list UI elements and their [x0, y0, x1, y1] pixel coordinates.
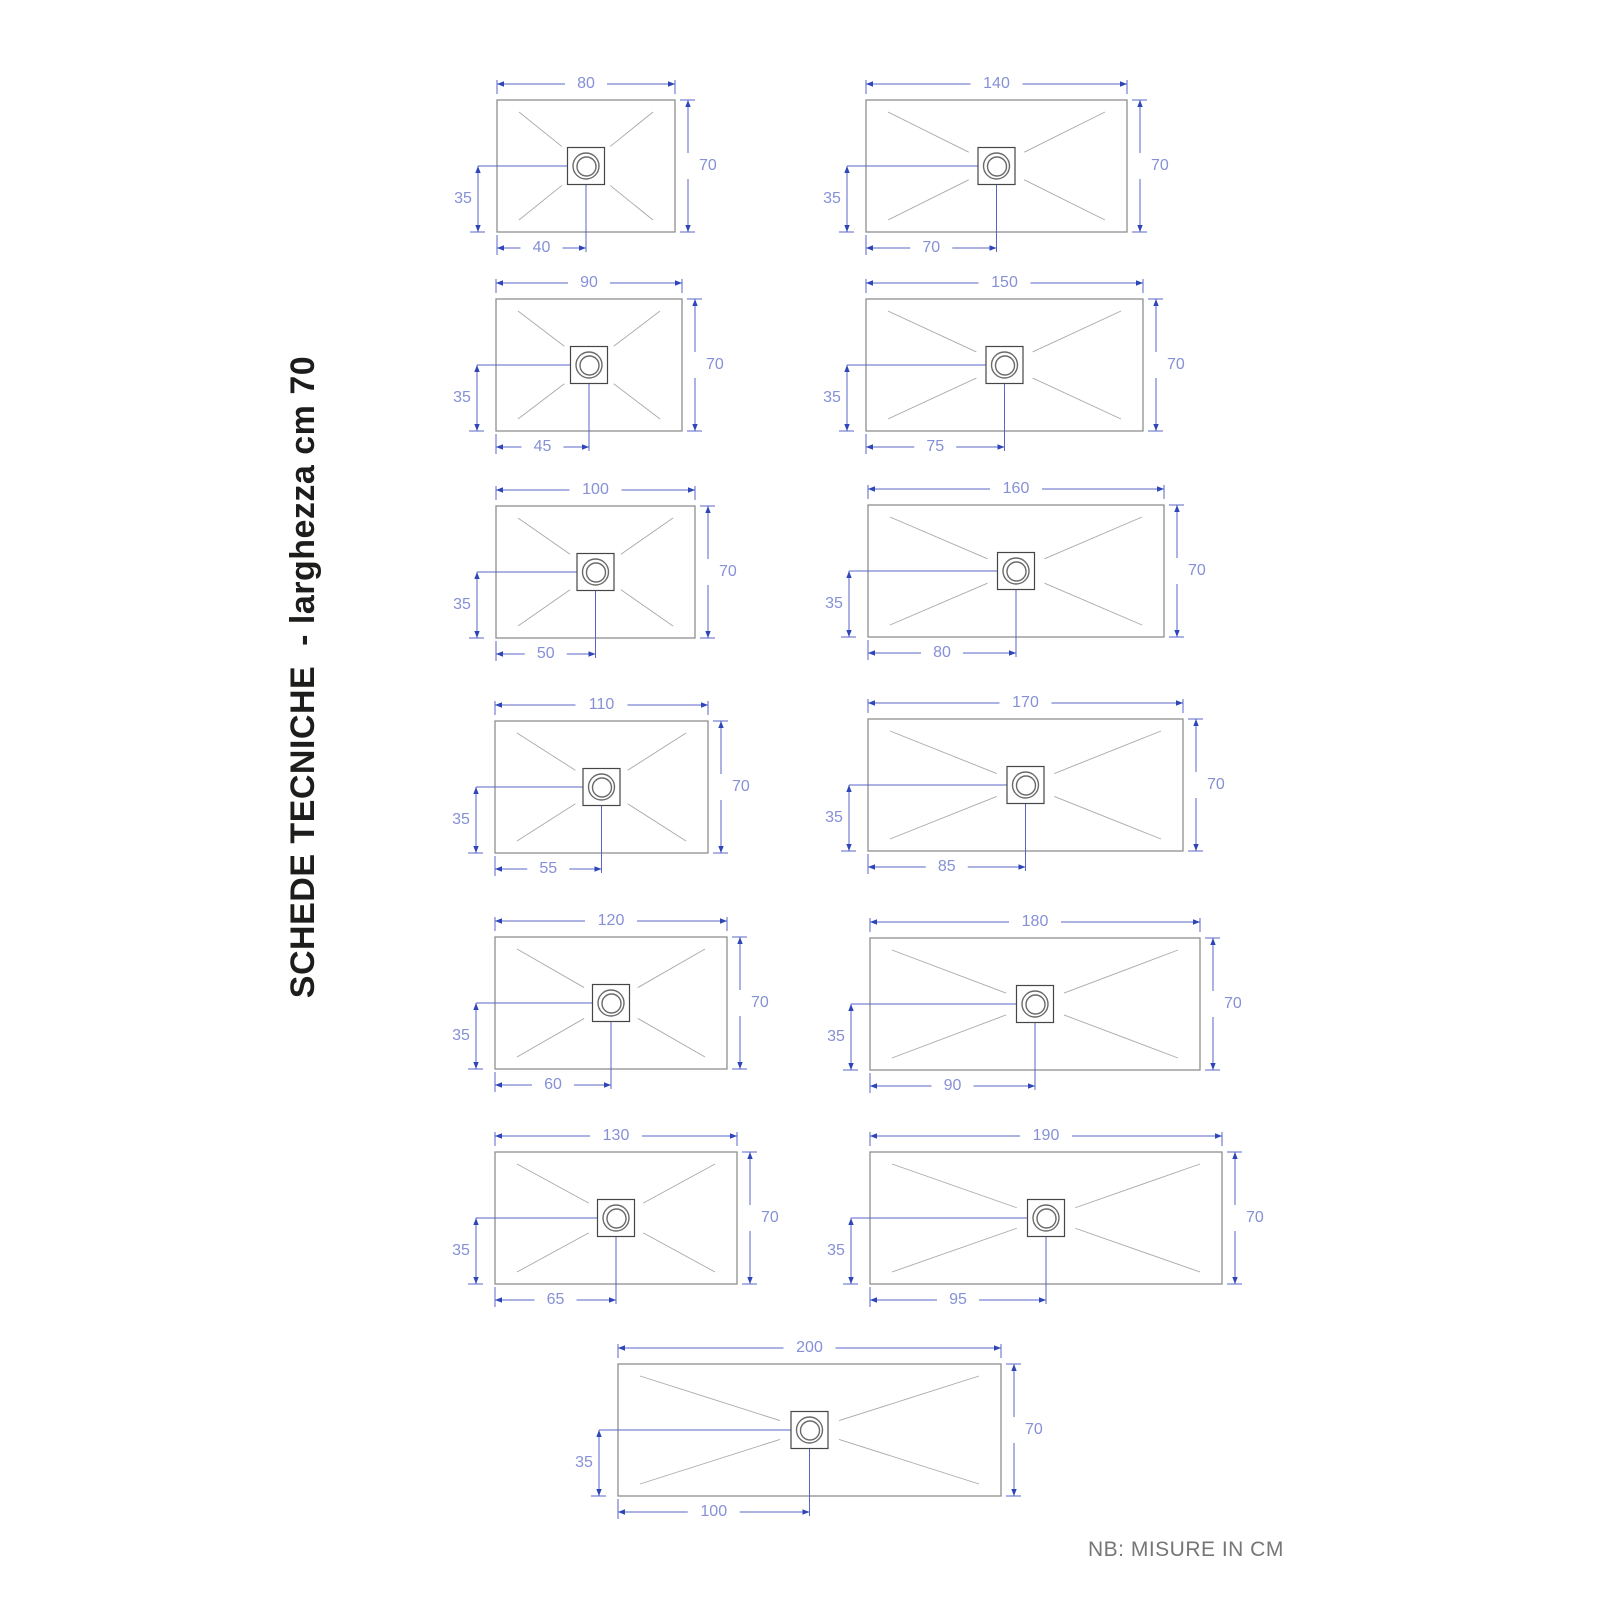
dim-right-depth	[732, 937, 769, 1069]
dim-left-drain-offset	[825, 785, 856, 851]
dim-left-drain-offset	[452, 787, 483, 853]
drain-icon	[571, 347, 608, 384]
dim-top-width	[497, 75, 675, 94]
drain-icon	[986, 347, 1023, 384]
svg-text:70: 70	[699, 157, 717, 175]
dim-right-depth	[1169, 505, 1206, 637]
dim-top-width	[866, 75, 1127, 94]
svg-text:70: 70	[732, 778, 750, 796]
svg-text:70: 70	[1188, 562, 1206, 580]
drain-icon	[1007, 767, 1044, 804]
drain-icon	[583, 769, 620, 806]
svg-text:90: 90	[943, 1077, 962, 1095]
dim-right-depth	[1132, 100, 1169, 232]
tray-110x70	[433, 693, 766, 897]
svg-text:35: 35	[827, 1242, 845, 1260]
dim-bottom-drain-offset	[495, 1287, 616, 1308]
dim-bottom-drain-offset	[868, 854, 1026, 875]
svg-text:70: 70	[1224, 995, 1242, 1013]
tray-200x70	[556, 1336, 1059, 1540]
dim-bottom-drain-offset	[495, 856, 602, 877]
svg-text:35: 35	[454, 190, 472, 208]
drain-icon	[1028, 1200, 1065, 1237]
dim-top-width	[868, 480, 1164, 499]
dim-left-drain-offset	[453, 365, 484, 431]
svg-text:70: 70	[1246, 1209, 1264, 1227]
drain-icon	[577, 554, 614, 591]
dim-left-drain-offset	[823, 365, 854, 431]
svg-text:65: 65	[546, 1291, 565, 1309]
drain-icon	[598, 1200, 635, 1237]
svg-text:150: 150	[991, 274, 1018, 292]
svg-text:70: 70	[719, 563, 737, 581]
dim-right-depth	[680, 100, 717, 232]
svg-text:70: 70	[1167, 356, 1185, 374]
dim-right-depth	[1205, 938, 1242, 1070]
svg-text:200: 200	[796, 1339, 823, 1357]
svg-text:35: 35	[453, 596, 471, 614]
svg-text:50: 50	[536, 645, 555, 663]
svg-text:190: 190	[1032, 1127, 1060, 1145]
dim-right-depth	[700, 506, 737, 638]
dim-top-width	[870, 1127, 1222, 1146]
dim-right-depth	[713, 721, 750, 853]
dim-top-width	[496, 274, 682, 293]
svg-text:70: 70	[1207, 776, 1225, 794]
svg-text:35: 35	[823, 389, 841, 407]
dim-left-drain-offset	[827, 1218, 858, 1284]
svg-text:40: 40	[532, 239, 551, 257]
svg-text:35: 35	[825, 809, 843, 827]
tray-190x70	[808, 1124, 1280, 1328]
dim-left-drain-offset	[575, 1430, 606, 1496]
tray-90x70	[434, 271, 740, 475]
svg-text:170: 170	[1012, 694, 1039, 712]
tray-180x70	[808, 910, 1258, 1114]
svg-text:70: 70	[761, 1209, 779, 1227]
svg-text:90: 90	[580, 274, 598, 292]
dim-bottom-drain-offset	[868, 640, 1016, 661]
svg-text:85: 85	[937, 858, 956, 876]
svg-text:80: 80	[577, 75, 595, 93]
svg-text:35: 35	[825, 595, 843, 613]
svg-text:160: 160	[1002, 480, 1030, 498]
dim-bottom-drain-offset	[496, 641, 596, 662]
svg-text:35: 35	[452, 1242, 470, 1260]
tray-100x70	[434, 478, 753, 682]
dim-right-depth	[742, 1152, 779, 1284]
drain-icon	[978, 148, 1015, 185]
svg-text:45: 45	[533, 438, 552, 456]
dim-top-width	[495, 912, 727, 931]
dim-top-width	[495, 696, 708, 715]
measurement-note: NB: MISURE IN CM	[1088, 1538, 1284, 1561]
svg-text:35: 35	[452, 1027, 470, 1045]
dim-top-width	[618, 1339, 1001, 1358]
svg-text:180: 180	[1021, 913, 1049, 931]
dim-left-drain-offset	[452, 1218, 483, 1284]
svg-text:130: 130	[602, 1127, 630, 1145]
svg-text:35: 35	[823, 190, 841, 208]
tray-120x70	[433, 909, 785, 1113]
drain-icon	[1017, 986, 1054, 1023]
svg-text:120: 120	[597, 912, 625, 930]
svg-text:60: 60	[544, 1076, 562, 1094]
dim-bottom-drain-offset	[870, 1073, 1035, 1094]
dim-top-width	[496, 481, 695, 500]
dim-left-drain-offset	[823, 166, 854, 232]
dim-top-width	[866, 274, 1143, 293]
tray-80x70	[435, 72, 733, 276]
drain-icon	[568, 148, 605, 185]
dim-bottom-drain-offset	[497, 235, 586, 256]
svg-text:75: 75	[926, 438, 945, 456]
dim-left-drain-offset	[825, 571, 856, 637]
dim-right-depth	[687, 299, 724, 431]
dim-left-drain-offset	[452, 1003, 483, 1069]
svg-text:110: 110	[588, 696, 615, 714]
svg-text:35: 35	[452, 811, 470, 829]
svg-text:100: 100	[582, 481, 609, 499]
dim-left-drain-offset	[454, 166, 485, 232]
sheet-title: SCHEDE TECNICHE - larghezza cm 70	[284, 355, 322, 999]
dim-right-depth	[1148, 299, 1185, 431]
svg-text:70: 70	[922, 239, 941, 257]
svg-text:95: 95	[949, 1291, 967, 1309]
dim-top-width	[870, 913, 1200, 932]
tray-160x70	[806, 477, 1222, 681]
svg-text:35: 35	[827, 1028, 845, 1046]
svg-text:70: 70	[751, 994, 769, 1012]
tray-130x70	[433, 1124, 795, 1328]
svg-text:100: 100	[700, 1503, 728, 1521]
svg-text:35: 35	[575, 1454, 593, 1472]
dim-bottom-drain-offset	[618, 1499, 810, 1520]
tray-140x70	[804, 72, 1185, 276]
dim-bottom-drain-offset	[496, 434, 589, 455]
dim-bottom-drain-offset	[866, 235, 997, 256]
svg-text:140: 140	[983, 75, 1010, 93]
dim-top-width	[868, 694, 1183, 713]
svg-text:70: 70	[706, 356, 724, 374]
dim-left-drain-offset	[827, 1004, 858, 1070]
drain-icon	[593, 985, 630, 1022]
dim-bottom-drain-offset	[870, 1287, 1046, 1308]
dim-right-depth	[1006, 1364, 1043, 1496]
drain-icon	[998, 553, 1035, 590]
dim-right-depth	[1188, 719, 1225, 851]
dim-left-drain-offset	[453, 572, 484, 638]
svg-text:70: 70	[1025, 1421, 1043, 1439]
svg-text:55: 55	[539, 860, 558, 878]
dim-bottom-drain-offset	[495, 1072, 611, 1093]
dim-bottom-drain-offset	[866, 434, 1005, 455]
tray-170x70	[806, 691, 1241, 895]
svg-text:80: 80	[933, 644, 951, 662]
dim-right-depth	[1227, 1152, 1264, 1284]
dim-top-width	[495, 1127, 737, 1146]
drain-icon	[791, 1412, 828, 1449]
tray-150x70	[804, 271, 1201, 475]
svg-text:35: 35	[453, 389, 471, 407]
svg-text:70: 70	[1151, 157, 1169, 175]
